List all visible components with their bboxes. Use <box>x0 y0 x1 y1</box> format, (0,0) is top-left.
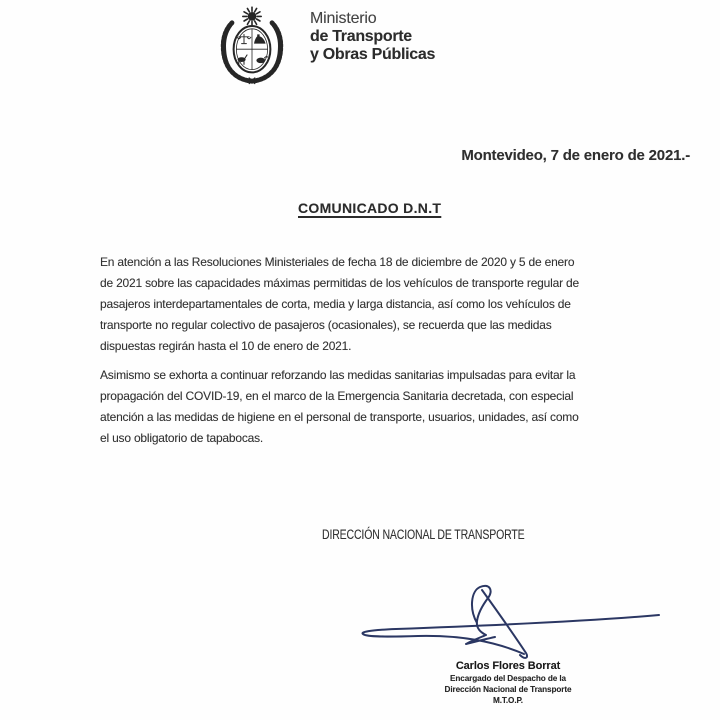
closing-line: DIRECCIÓN NACIONAL DE TRANSPORTE <box>322 527 525 542</box>
document-title: COMUNICADO D.N.T <box>298 200 442 216</box>
body-paragraph-2: Asimismo se exhorta a continuar reforzando las medidas sanitarias impulsadas para evitar la propagación del COVID-19, en el marco de la Emergencia Sanitaria decretada, con especial atención a las medidas de higiene en el personal de transporte, usuarios, unidades, así como el uso obligatorio de tapabocas. <box>100 368 579 445</box>
signer-name: Carlos Flores Borrat <box>455 660 561 672</box>
uruguay-coat-of-arms-icon <box>212 4 292 88</box>
ministry-line-3: y Obras Públicas <box>310 46 436 63</box>
signer-block <box>408 660 608 706</box>
signature-scribble <box>338 582 668 667</box>
signer-role-line-1: Encargado del Despacho de la <box>450 674 566 683</box>
signature-stroke-sweep <box>362 615 659 654</box>
signature-stroke-loop <box>466 586 495 644</box>
body-paragraph-1: En atención a las Resoluciones Ministeriales de fecha 18 de diciembre de 2020 y 5 de enero de 2021 sobre las capacidades máximas permitidas de los vehículos de transporte regular de pasajeros interdepartamentales de corta, media y larga distancia, así como los vehículos de transporte no regular colectivo de pasajeros (ocasionales), se recuerda que las medidas dispuestas regirán hasta el 10 de enero de 2021. <box>100 255 579 353</box>
ministry-name-block <box>310 10 435 64</box>
ministry-line-2: de Transporte <box>310 28 412 45</box>
signer-role-line-2: Dirección Nacional de Transporte <box>444 685 572 694</box>
dateline: Montevideo, 7 de enero de 2021.- <box>461 147 690 164</box>
signer-org: M.T.O.P. <box>493 696 523 705</box>
document-body <box>100 252 579 449</box>
ministry-line-1: Ministerio <box>310 10 377 27</box>
